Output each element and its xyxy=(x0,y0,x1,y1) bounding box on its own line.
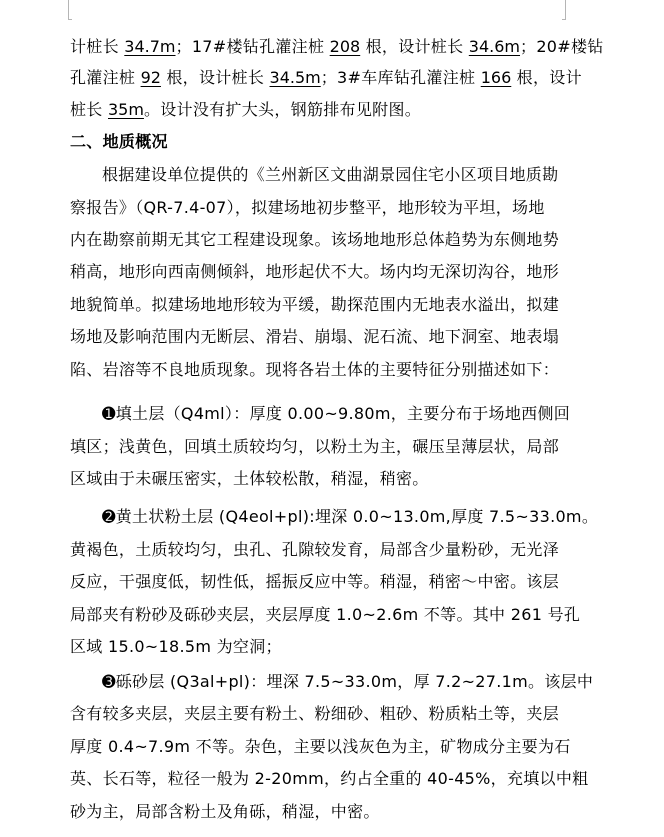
page-edge-corner-left xyxy=(68,19,72,20)
layer-1-line-3: 区域由于未碾压密实，土体较松散，稍湿，稍密。 xyxy=(70,469,429,488)
text: ；17#楼钻孔灌注桩 xyxy=(175,37,330,56)
layer-2-line-4: 局部夹有粉砂及砾砂夹层，夹层厚度 1.0~2.6m 不等。其中 261 号孔 xyxy=(70,605,581,624)
layer-2-line-2: 黄褐色，土质较均匀，虫孔、孔隙较发育，局部含少量粉砂，无光泽 xyxy=(70,540,560,559)
text: 根，设计桩长 xyxy=(160,68,270,87)
underlined-value: 92 xyxy=(140,68,161,87)
layer-3-line-3: 厚度 0.4~7.9m 不等。杂色，主要以浅灰色为主，矿物成分主要为石 xyxy=(70,737,571,756)
paragraph-2-line-2: 察报告》（QR-7.4-07），拟建场地初步整平，地形较为平坦，场地 xyxy=(70,198,545,217)
text: 孔灌注桩 xyxy=(70,68,141,87)
layer-1-line-1 xyxy=(102,404,570,424)
text: ；20#楼钻 xyxy=(520,37,604,56)
text: ；3#车库钻孔灌注桩 xyxy=(320,68,481,87)
paragraph-2-line-3: 内在勘察前期无其它工程建设现象。该场地地形总体趋势为东侧地势 xyxy=(70,230,560,249)
paragraph-2-line-5: 地貌简单。拟建场地地形较为平缓，勘探范围内无地表水溢出，拟建 xyxy=(70,295,560,314)
underlined-value: 34.6m xyxy=(468,37,521,56)
text: 黄土状粉土层 (Q4eol+pl):埋深 0.0~13.0m,厚度 7.5~33.0m。 xyxy=(115,507,599,526)
layer-2-line-3: 反应，干强度低，韧性低，摇振反应中等。稍湿，稍密～中密。该层 xyxy=(70,572,560,591)
underlined-value: 166 xyxy=(480,68,512,87)
circled-number-2-icon: ➋ xyxy=(102,507,116,526)
paragraph-2-line-4: 稍高，地形向西南侧倾斜，地形起伏不大。场内均无深切沟谷，地形 xyxy=(70,262,560,281)
layer-2-line-1 xyxy=(102,507,598,527)
page-edge-left xyxy=(68,0,69,20)
circled-number-1-icon: ➊ xyxy=(102,404,116,423)
layer-3-line-5: 砂为主，局部含粉土及角砾，稍湿，中密。 xyxy=(70,802,380,821)
underlined-value: 208 xyxy=(329,37,361,56)
underlined-value: 35m xyxy=(108,100,144,119)
paragraph-1-line-3 xyxy=(70,100,421,120)
paragraph-1-line-1 xyxy=(70,37,604,57)
text: 根，设计 xyxy=(511,68,582,87)
underlined-value: 34.5m xyxy=(269,68,321,87)
text: 填土层（Q4ml）：厚度 0.00~9.80m，主要分布于场地西侧回 xyxy=(115,404,571,423)
layer-3-line-2: 含有较多夹层，夹层主要有粉土、粉细砂、粗砂、粉质粘土等，夹层 xyxy=(70,704,560,723)
text: 。设计没有扩大头，钢筋排布见附图。 xyxy=(143,100,422,119)
underlined-value: 34.7m xyxy=(124,37,176,56)
layer-3-line-4: 英、长石等，粒径一般为 2-20mm，约占全重的 40-45%，充填以中粗 xyxy=(70,769,589,788)
paragraph-2-line-1: 根据建设单位提供的《兰州新区文曲湖景园住宅小区项目地质勘 xyxy=(102,165,559,184)
text: 计桩长 xyxy=(70,37,125,56)
page-top-edge xyxy=(68,0,566,20)
page-edge-right xyxy=(565,0,566,20)
paragraph-1-line-2 xyxy=(70,68,582,88)
page-edge-corner-right xyxy=(562,19,566,20)
paragraph-2-line-6: 场地及影响范围内无断层、滑岩、崩塌、泥石流、地下洞室、地表塌 xyxy=(70,327,560,346)
layer-2-line-5: 区域 15.0~18.5m 为空洞； xyxy=(70,637,282,656)
paragraph-2-line-7: 陷、岩溶等不良地质现象。现将各岩土体的主要特征分别描述如下： xyxy=(70,360,560,379)
text: 根，设计桩长 xyxy=(360,37,469,56)
layer-3-line-1 xyxy=(102,672,593,692)
circled-number-3-icon: ➌ xyxy=(102,672,116,691)
section-heading: 二、地质概况 xyxy=(70,132,168,151)
layer-1-line-2: 填区；浅黄色，回填土质较均匀，以粉土为主，碾压呈薄层状，局部 xyxy=(70,437,560,456)
text: 桩长 xyxy=(70,100,108,119)
text: 砾砂层 (Q3al+pl)：埋深 7.5~33.0m，厚 7.2~27.1m。该层中 xyxy=(115,672,594,691)
